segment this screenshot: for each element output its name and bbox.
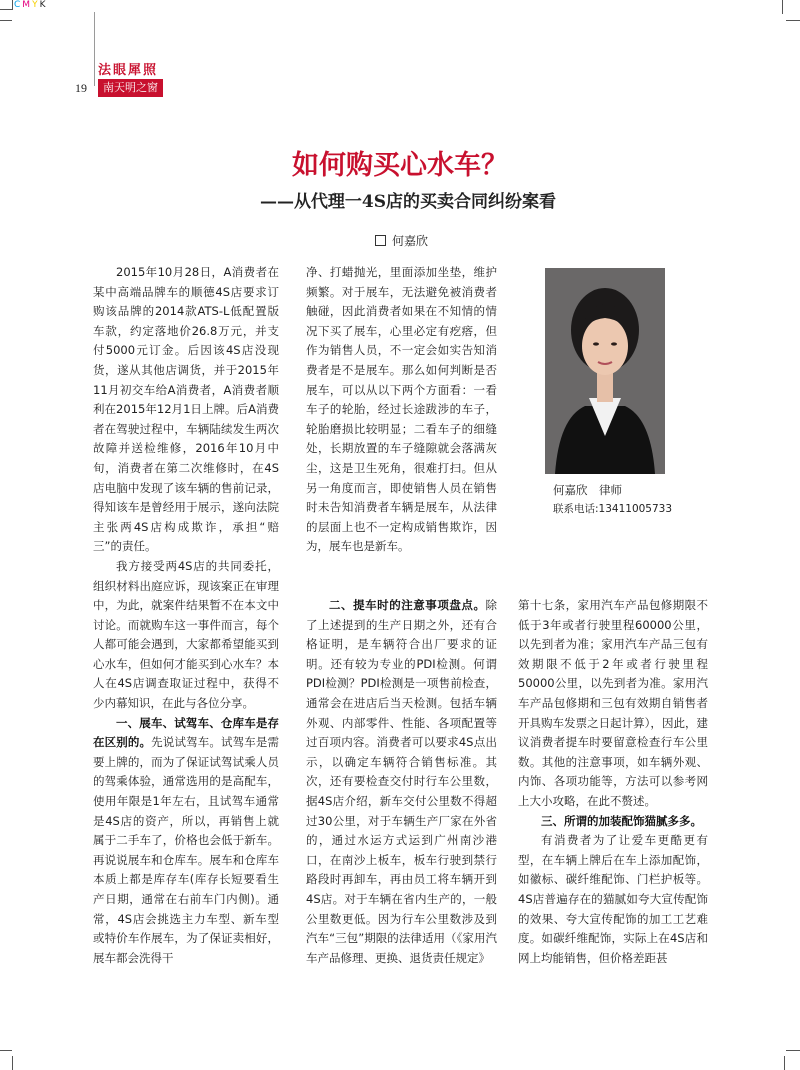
crop-mark xyxy=(12,0,13,10)
crop-mark xyxy=(784,1056,785,1070)
header-divider xyxy=(94,12,95,86)
article-subtitle: ——从代理一4S店的买卖合同纠纷案看 xyxy=(259,192,557,212)
photo-caption-phone: 联系电话:13411005733 xyxy=(553,503,673,515)
square-icon xyxy=(375,235,386,246)
paragraph: 2015年10月28日，A消费者在某中高端品牌车的顺德4S店要求订购该品牌的2014款ATS-L低配置版车款，约定落地价26.8万元，并支付5000元订金。后因该4S店没现货，遂从其他店调货，并于2015年11月初交车给A消费者，A消费者顺利在2015年12月1日上牌。后A消费者在驾驶过程中，车辆陆续发生两次故障并送检维修，2016年10月中旬，消费者在第二次维修时，在4S店电脑中发现了该车辆的售前记录，得知该车是曾经用于展示，遂向法院主张两4S店构成欺诈，承担“赔三”的责任。 xyxy=(93,265,279,554)
column-title: 法眼犀照 xyxy=(98,63,159,78)
paragraph xyxy=(306,596,497,968)
section-heading: 三、所谓的加装配饰猫腻多多。 xyxy=(541,813,702,828)
crop-mark xyxy=(786,20,800,21)
cmyk-k: K xyxy=(39,0,48,10)
crop-mark xyxy=(782,0,783,14)
section-heading: 二、提车时的注意事项盘点。 xyxy=(329,598,486,612)
paragraph xyxy=(518,812,708,832)
paragraph: 第十七条，家用汽车产品包修期限不低于3年或者行驶里程60000公里，以先到者为准；家用汽车产品三包有效期限不低于2年或者行驶里程50000公里，以先到者为准。家用汽车产品包修期和三包有效期自销售者开具购车发票之日起计算），因此，建议消费者提车时要留意检查行车公里数。其他的注意事项，如车辆外观、内饰、各项功能等，方法可以参考网上大小攻略，在此不赘述。 xyxy=(518,598,708,808)
text-column-1 xyxy=(93,263,279,968)
paragraph: 净、打蜡抛光，里面添加坐垫，维护频繁。对于展车，无法避免被消费者触碰，因此消费者如果在不知情的情况下买了展车，心里必定有疙瘩，但作为销售人员，不一定会如实告知消费者是不是展车。那么如何判断是否展车，可以从以下两个方面看：一看车子的轮胎，经过长途跋涉的车子，轮胎磨损比较明显；二看车子的细缝处，长期放置的车子缝隙就会落满灰尘，这是卫生死角，很难打扫。但从另一角度而言，即使销售人员在销售时未告知消费者车辆是展车，从法律的层面上也不一定构成销售欺诈，因为，展车也是新车。 xyxy=(306,265,497,554)
crop-mark xyxy=(0,9,12,10)
text-column-3 xyxy=(518,596,708,968)
photo-caption-name: 何嘉欣 律师 xyxy=(553,483,622,497)
text-column-2-bottom xyxy=(306,596,497,968)
cmyk-color-marks xyxy=(14,0,47,10)
cmyk-c: C xyxy=(14,0,23,10)
crop-mark xyxy=(786,1050,800,1051)
crop-mark xyxy=(0,1050,12,1051)
page-number: 19 xyxy=(75,81,87,95)
section-heading: 一、展车、试驾车、仓库车是存在区别的。 xyxy=(93,715,279,750)
cmyk-y: Y xyxy=(32,0,40,10)
paragraph xyxy=(93,714,279,969)
paragraph: 有消费者为了让爱车更酷更有型，在车辆上牌后在车上添加配饰，如徽标、碳纤维配饰、门栏护板等。4S店普遍存在的猫腻如夸大宣传配饰的效果、夸大宣传配饰的加工工艺难度。如碳纤维配饰，实际上在4S店和网上均能销售，但价格差距甚 xyxy=(518,833,708,965)
column-tag: 南天明之窗 xyxy=(98,79,163,97)
portrait-image xyxy=(545,268,665,474)
text-column-2-top xyxy=(306,263,497,557)
author-byline xyxy=(375,232,428,249)
crop-mark xyxy=(12,1056,13,1070)
author-name: 何嘉欣 xyxy=(392,234,429,248)
paragraph-text: 除了上述提到的生产日期之外，还有合格证明，是车辆符合出厂要求的证明。还有较为专业的PDI检测。何谓PDI检测？PDI检测是一项售前检查，通常会在进店后当天检测。包括车辆外观、内部零件、性能、各项配置等过百项内容。消费者可以要求4S点出示，以确定车辆符合销售标准。其次，还有要检查交付时行车公里数，据4S店介绍，新车交付公里数不得超过30公里，对于车辆生产厂家在外省的，通过水运方式运到广州南沙港口，在南沙上板车，板车行驶到禁行路段时再卸车，再由员工将车辆开到4S店。对于车辆在省内生产的，一般公里数更低。因为行车公里数涉及到汽车“三包”期限的法律适用（《家用汽车产品修理、更换、退货责任规定》 xyxy=(306,598,497,965)
crop-mark xyxy=(0,20,12,21)
article-title: 如何购买心水车？ xyxy=(292,150,508,181)
paragraph-text: 先说试驾车。试驾车是需要上牌的，而为了保证试驾试乘人员的驾乘体验，通常选用的是高配车，使用年限是1年左右，且试驾车通常是4S店的资产，所以，再销售上就属于二手车了，价格也会低于新车。再说说展车和仓库车。展车和仓库车本质上都是库存车(库存长短要看生产日期，通常在右前车门内侧)。通常，4S店会挑选主力车型、新车型或特价车作展车，为了保证卖相好，展车都会洗得干 xyxy=(93,735,280,965)
paragraph: 我方接受两4S店的共同委托，组织材料出庭应诉，现该案正在审理中，为此，就案件结果暂不在本文中讨论。而就购车这一事件而言，每个人都可能会遇到，大家都希望能买到心水车，但如何才能买到心水车？本人在4S店调查取证过程中，获得不少内幕知识，在此与各位分享。 xyxy=(93,558,279,711)
author-photo xyxy=(545,268,665,474)
cmyk-m: M xyxy=(22,0,33,10)
